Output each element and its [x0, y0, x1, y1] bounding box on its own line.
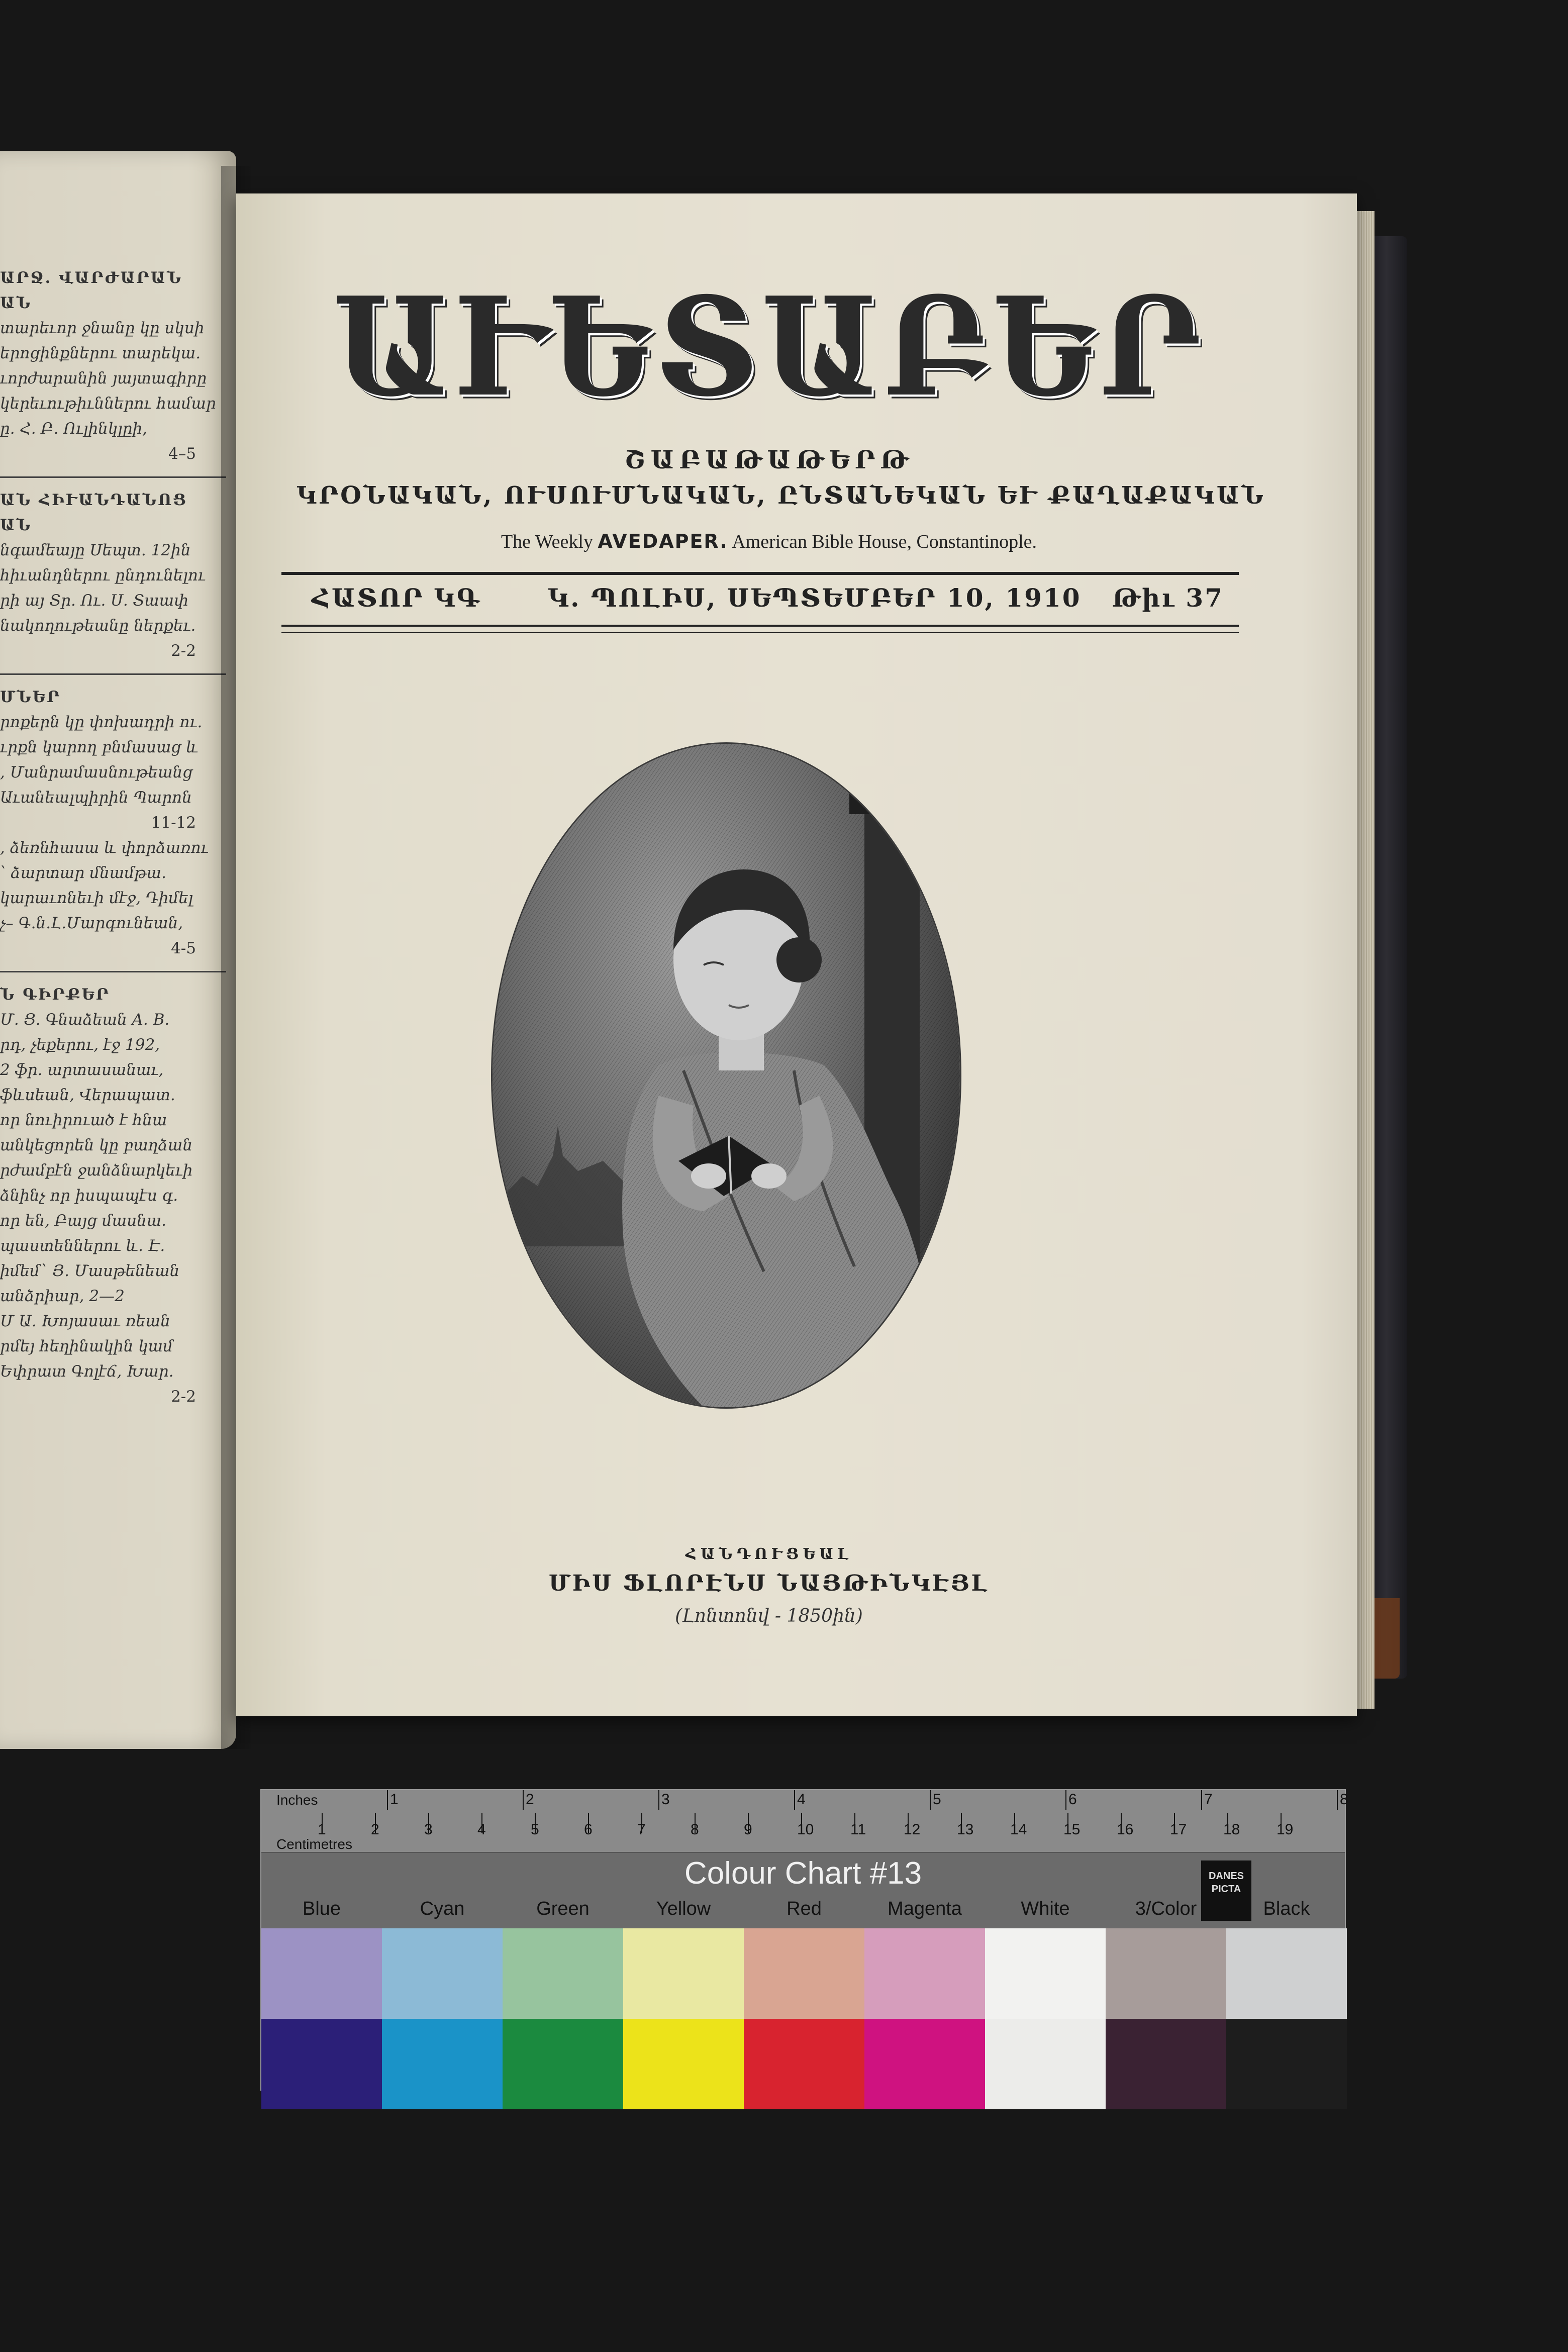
english-name: AVEDAPER. — [598, 530, 728, 552]
swatch-black-light — [1226, 1928, 1347, 2019]
issue-place-date: Կ. ՊՈԼԻՍ, ՍԵՊՏԵՄԲԵՐ 10, 1910 — [548, 583, 1082, 613]
cm-tick-label: 9 — [744, 1821, 752, 1838]
left-page-line: 2 ֆր. արտասանաւ, — [0, 1061, 164, 1079]
left-page-line: րի այ Տր. Ու. Ս. Տաափ — [0, 592, 188, 610]
swatch-red-dark — [744, 2019, 864, 2109]
colour-chart-title: Colour Chart #13 — [684, 1856, 922, 1891]
issue-number: Թիւ 37 — [1112, 583, 1224, 613]
cm-tick-label: 8 — [691, 1821, 699, 1838]
swatch-label: Cyan — [420, 1898, 465, 1919]
masthead-subjects: ԿՐՕՆԱԿԱՆ, ՈՒՍՈՒՄՆԱԿԱՆ, ԸՆՏԱՆԵԿԱՆ ԵՒ ՔԱՂԱՔԱԿԱՆ — [297, 481, 1265, 510]
inch-tick-label: 2 — [526, 1791, 534, 1808]
book-cover-edge — [1372, 236, 1407, 1679]
inches-label: Inches — [276, 1792, 318, 1808]
left-page-heading: ՄՆԵՐ — [0, 688, 61, 706]
swatch-magenta-dark — [864, 2019, 985, 2109]
cm-tick-label: 15 — [1063, 1821, 1081, 1838]
left-page-rule — [0, 971, 226, 974]
danes-picta-logo: DANES PICTA — [1201, 1860, 1251, 1921]
swatch-cyan-light — [382, 1928, 503, 2019]
left-page-rule — [0, 476, 226, 479]
swatch-labels — [261, 1898, 1345, 1928]
left-page-line: նգամեայը Սեպտ. 12ին — [0, 541, 191, 559]
caption-name: ՄԻՍ ՖԼՈՐԷՆՍ ՆԱՅԹԻՆԿԷՅԼ — [548, 1571, 990, 1596]
left-page-line: երոցինքներու տարեկա. — [0, 344, 201, 362]
left-page-text — [0, 266, 226, 1410]
left-page-line: որ նուիրուած է հնա — [0, 1111, 167, 1129]
left-page-line: րժամբէն ջանձնարկեւի — [0, 1161, 193, 1180]
swatch-label: Yellow — [656, 1898, 711, 1919]
inch-tick-label: 4 — [797, 1791, 806, 1808]
left-page-heading: ԱՆ ՀԻՒԱՆԴԱՆՈՑ — [0, 491, 188, 509]
left-page-line: կարաւոնեւի մէջ, Դիմել — [0, 889, 193, 907]
swatch-label: Green — [536, 1898, 590, 1919]
inch-tick — [1065, 1790, 1066, 1810]
swatch-white-dark — [985, 2019, 1106, 2109]
cm-tick-label: 4 — [477, 1821, 486, 1838]
inch-tick-label: 6 — [1068, 1791, 1077, 1808]
left-page-rule — [0, 673, 226, 676]
left-page-line: 2-2 — [171, 642, 196, 660]
inch-tick — [1201, 1790, 1202, 1810]
masthead-frequency: ՇԱԲԱԹԱԹԵՐԹ — [624, 445, 914, 474]
left-page-line: տարեւոր ջնանը կը սկսի — [0, 319, 205, 337]
swatch-white-light — [985, 1928, 1106, 2019]
left-page-line: նակողութեանը ներքեւ. — [0, 617, 196, 635]
left-page-line: 4–5 — [168, 445, 196, 463]
left-page-line: րոքերն կը փոխադրի ու. — [0, 713, 203, 731]
left-page-line: անձրիար, 2—2 — [0, 1287, 125, 1305]
swatch-yellow-light — [623, 1928, 744, 2019]
page-edges — [1354, 211, 1375, 1709]
masthead-rule-bottom — [281, 625, 1239, 627]
masthead-rule-bottom-thin — [281, 632, 1239, 633]
swatch-label: Magenta — [888, 1898, 962, 1919]
cm-tick-label: 1 — [318, 1821, 326, 1838]
swatch-black-dark — [1226, 2019, 1347, 2109]
left-page-line: ւորժարանին յայտագիրը — [0, 369, 207, 387]
left-page-line: ՝ ձարտար մնամթա. — [0, 864, 166, 882]
left-page-line: անկեցորեն կը բաղձան — [0, 1136, 193, 1154]
caption-note: (Լոնտոնվ - 1850ին) — [675, 1606, 863, 1626]
cm-tick-label: 7 — [637, 1821, 646, 1838]
cm-tick-label: 17 — [1170, 1821, 1187, 1838]
issue-volume: ՀԱՏՈՐ ԿԳ — [312, 583, 481, 613]
portrait-illustration — [493, 744, 960, 1407]
inch-tick — [387, 1790, 388, 1810]
ruler — [261, 1790, 1348, 1853]
issue-bar — [281, 583, 1239, 618]
inch-tick-label: 5 — [933, 1791, 941, 1808]
swatch-green-dark — [503, 2019, 623, 2109]
swatch-label: Red — [787, 1898, 822, 1919]
left-page-line: Մ Ա. Խոյասաւ ռեան — [0, 1312, 170, 1330]
swatch-blue-light — [261, 1928, 382, 2019]
left-page-line: , ձեռնհասա և փորձառու — [0, 839, 209, 857]
left-page-line: Աւանեալպիրին Պարոն — [0, 789, 192, 807]
english-suffix: American Bible House, Constantinople. — [732, 531, 1037, 552]
swatch-magenta-light — [864, 1928, 985, 2019]
cm-tick-label: 11 — [850, 1821, 866, 1838]
left-page-line: Մ. Ց. Գնաձեան A. B. — [0, 1011, 170, 1029]
swatch-blue-dark — [261, 2019, 382, 2109]
cm-tick-label: 12 — [904, 1821, 921, 1838]
inch-tick — [794, 1790, 795, 1810]
inch-tick-label: 8 — [1340, 1791, 1348, 1808]
inch-tick-label: 1 — [390, 1791, 399, 1808]
left-page-line: որ են, Բայց մասնա. — [0, 1212, 167, 1230]
inch-tick — [1337, 1790, 1338, 1810]
left-page-line: չ– Գ.ն.Լ.Մարգունեան, — [0, 914, 183, 932]
cm-tick-label: 16 — [1117, 1821, 1134, 1838]
swatch-3-color-light — [1106, 1928, 1226, 2019]
swatch-label: Black — [1263, 1898, 1310, 1919]
left-page-heading: Ն ԳԻՐՔԵՐ — [0, 986, 110, 1004]
left-page-line: Եփրատ Գոլէճ, Խար. — [0, 1362, 174, 1381]
portrait-engraving — [493, 744, 960, 1407]
left-page-line: , Մանրամասնութեանց — [0, 763, 193, 781]
cm-tick-label: 3 — [424, 1821, 433, 1838]
swatch-yellow-dark — [623, 2019, 744, 2109]
masthead-rule-top — [281, 572, 1239, 575]
inch-tick — [930, 1790, 931, 1810]
centimetres-label: Centimetres — [276, 1836, 352, 1852]
cm-tick-label: 2 — [371, 1821, 379, 1838]
swatch-label: White — [1021, 1898, 1070, 1919]
inch-tick-label: 7 — [1204, 1791, 1213, 1808]
left-page — [0, 151, 236, 1749]
inch-tick — [658, 1790, 659, 1810]
inch-tick-label: 3 — [661, 1791, 670, 1808]
swatch-label: Blue — [302, 1898, 341, 1919]
left-page-line: կերեւութիւններու համար — [0, 395, 216, 413]
english-prefix: The Weekly — [501, 531, 593, 552]
left-page-line: 2-2 — [171, 1388, 196, 1406]
swatch-3-color-dark — [1106, 2019, 1226, 2109]
left-page-line: րդ, չեքերու, էջ 192, — [0, 1036, 160, 1054]
left-page-line: 11-12 — [151, 814, 196, 832]
left-page-line: ւրքն կարող բնմասաց և — [0, 738, 199, 756]
left-page-line: ը. Հ. Բ. Ուլինկլըի, — [0, 420, 148, 438]
left-page-line: պաստեններու և. Է. — [0, 1237, 165, 1255]
masthead-english-line — [297, 530, 1241, 553]
cm-tick-label: 13 — [957, 1821, 974, 1838]
left-page-line: իմեմ` Յ. Մասթենեան — [0, 1262, 180, 1280]
swatch-label: 3/Color — [1135, 1898, 1197, 1919]
cm-tick-label: 14 — [1010, 1821, 1027, 1838]
left-page-line: րմեյ հեղինակին կամ — [0, 1337, 173, 1355]
caption-label: ՀԱՆԴՈՒՑԵԱԼ — [685, 1545, 853, 1563]
left-page-line: 4-5 — [171, 939, 196, 957]
swatch-cyan-dark — [382, 2019, 503, 2109]
left-page-heading: ԱՆ — [0, 294, 32, 312]
cm-tick-label: 5 — [531, 1821, 539, 1838]
inch-tick — [523, 1790, 524, 1810]
cm-tick-label: 6 — [584, 1821, 593, 1838]
left-page-line: ֆևսեան, Վերապատ. — [0, 1086, 175, 1104]
cm-tick-label: 10 — [797, 1821, 814, 1838]
left-page-heading: ԱՐՋ. ՎԱՐԺԱՐԱՆ — [0, 269, 183, 287]
left-page-line: հիւանդներու ընդունելու — [0, 566, 206, 584]
swatch-red-light — [744, 1928, 864, 2019]
colour-chart — [260, 1789, 1346, 2091]
swatch-green-light — [503, 1928, 623, 2019]
cm-tick-label: 19 — [1277, 1821, 1294, 1838]
cm-tick-label: 18 — [1223, 1821, 1240, 1838]
left-page-line: ձնինչ որ իսպապէս գ. — [0, 1187, 178, 1205]
left-page-heading: ԱՆ — [0, 516, 32, 534]
masthead-title: ԱՒԵՏԱԲԵՐ — [333, 267, 1205, 427]
